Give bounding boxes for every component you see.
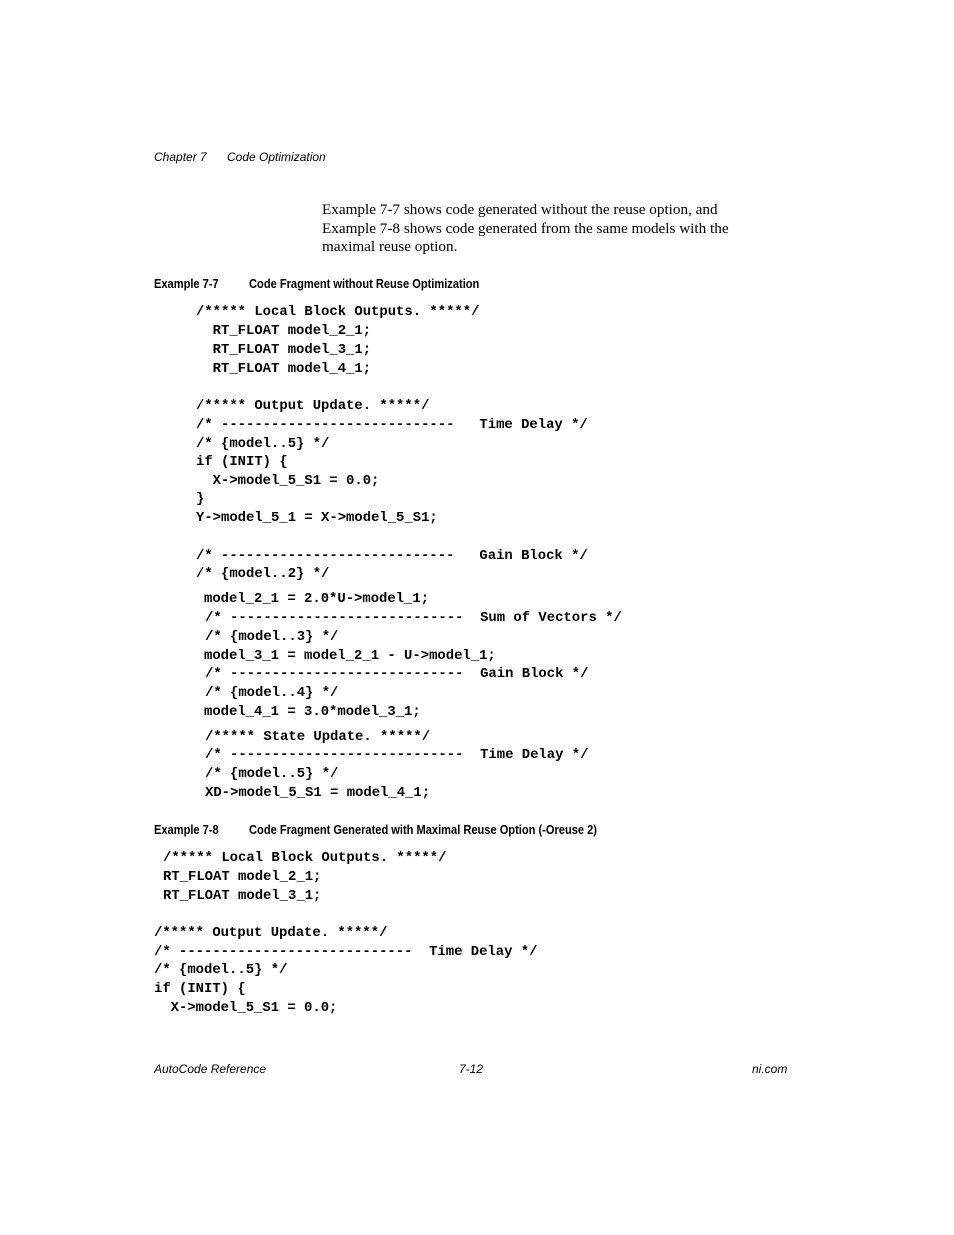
code-line: }	[196, 491, 205, 507]
code-line: RT_FLOAT model_3_1;	[196, 342, 372, 358]
code-line: /* {model..5} */	[196, 436, 330, 452]
example-number: Example 7-7	[154, 277, 219, 291]
footer-page-number: 7-12	[459, 1062, 484, 1076]
code-line: /* {model..5} */	[205, 766, 339, 782]
code-line: RT_FLOAT model_3_1;	[163, 888, 322, 904]
code-line: /* {model..4} */	[205, 685, 339, 701]
running-header	[154, 150, 326, 192]
intro-line: Example 7-7 shows code generated without the reuse option, and	[322, 201, 718, 218]
code-line: /* ---------------------------- Time Delay */	[196, 417, 588, 433]
intro-line: Example 7-8 shows code generated from the same models with the	[322, 219, 729, 237]
code-line: /***** Output Update. *****/	[196, 398, 430, 414]
example-number: Example 7-8	[154, 823, 219, 837]
code-line: /* ---------------------------- Sum of Vectors */	[205, 610, 622, 626]
footer-document-title: AutoCode Reference	[154, 1062, 267, 1076]
code-line: /* {model..3} */	[205, 629, 339, 645]
code-line: model_4_1 = 3.0*model_3_1;	[204, 704, 421, 720]
intro-line: maximal reuse option.	[322, 238, 458, 255]
code-line: /* {model..5} */	[154, 962, 288, 978]
code-line: X->model_5_S1 = 0.0;	[196, 473, 380, 489]
code-line: /* ---------------------------- Time Delay */	[205, 747, 589, 763]
example-title: Code Fragment Generated with Maximal Reuse Option (-Oreuse 2)	[249, 823, 597, 837]
example-heading-7-8	[154, 823, 597, 837]
code-line: RT_FLOAT model_2_1;	[163, 869, 322, 885]
code-line: if (INIT) {	[196, 454, 288, 470]
code-line: if (INIT) {	[154, 981, 246, 997]
code-line: /***** Output Update. *****/	[154, 925, 388, 941]
code-line: RT_FLOAT model_2_1;	[196, 323, 372, 339]
example-heading-7-7	[154, 277, 479, 291]
code-line: /* ---------------------------- Gain Block */	[205, 666, 589, 682]
example-title: Code Fragment without Reuse Optimization	[249, 277, 480, 291]
code-line: /* ---------------------------- Time Delay */	[154, 944, 538, 960]
chapter-label: Chapter 7	[154, 150, 207, 164]
code-line: /* {model..2} */	[196, 566, 330, 582]
code-line: X->model_5_S1 = 0.0;	[154, 1000, 338, 1016]
code-line: /***** Local Block Outputs. *****/	[163, 850, 447, 866]
code-line: model_3_1 = model_2_1 - U->model_1;	[204, 648, 496, 664]
section-title: Code Optimization	[227, 150, 326, 164]
code-line: /***** State Update. *****/	[205, 729, 431, 745]
code-line: XD->model_5_S1 = model_4_1;	[205, 785, 431, 801]
code-line: RT_FLOAT model_4_1;	[196, 361, 372, 377]
intro-paragraph	[322, 201, 752, 257]
code-line: /***** Local Block Outputs. *****/	[196, 304, 480, 320]
code-line: /* ---------------------------- Gain Block */	[196, 548, 588, 564]
code-line: model_2_1 = 2.0*U->model_1;	[204, 591, 430, 607]
footer-website: ni.com	[752, 1062, 788, 1076]
code-line: Y->model_5_1 = X->model_5_S1;	[196, 510, 438, 526]
